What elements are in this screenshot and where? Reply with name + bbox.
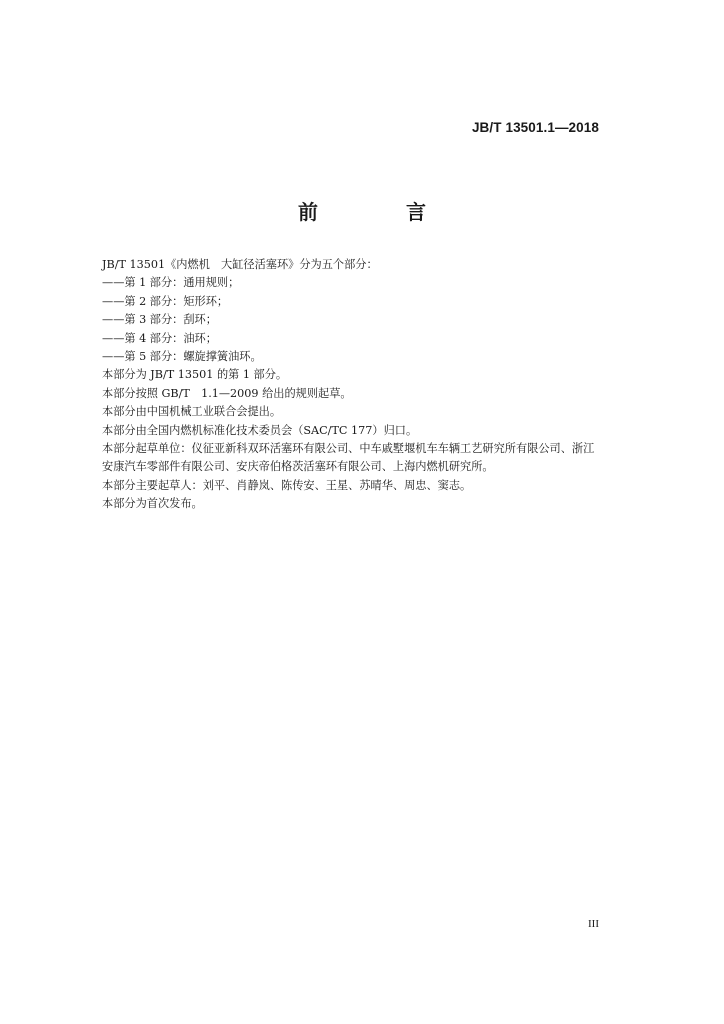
paragraph-part-statement: 本部分为 JB/T 13501 的第 1 部分。 bbox=[102, 368, 288, 382]
paragraph-proposer: 本部分由中国机械工业联合会提出。 bbox=[102, 405, 282, 419]
page-number: III bbox=[588, 918, 599, 930]
paragraph-drafters: 本部分主要起草人：刘平、肖静岚、陈传安、王星、苏晴华、周忠、窦志。 bbox=[102, 478, 472, 492]
part-list-item: ——第 3 部分：刮环； bbox=[102, 313, 217, 327]
paragraph-drafting-units: 本部分起草单位：仪征亚新科双环活塞环有限公司、中车戚墅堰机车车辆工艺研究所有限公司、浙江安康汽车零部件有限公司、安庆帝伯格茨活塞环有限公司、上海内燃机研究所。 bbox=[102, 442, 595, 474]
paragraph-drafting-rules: 本部分按照 GB/T 1.1—2009 给出的规则起草。 bbox=[102, 386, 352, 400]
paragraph-first-release: 本部分为首次发布。 bbox=[102, 497, 203, 511]
standard-number: JB/T 13501.1—2018 bbox=[471, 120, 599, 135]
part-list-item: ——第 5 部分：螺旋撑簧油环。 bbox=[102, 350, 262, 364]
part-list-item: ——第 2 部分：矩形环； bbox=[102, 294, 229, 308]
part-list-item: ——第 1 部分：通用规则； bbox=[102, 276, 240, 290]
paragraph-committee: 本部分由全国内燃机标准化技术委员会（SAC/TC 177）归口。 bbox=[102, 423, 418, 437]
intro-paragraph: JB/T 13501《内燃机 大缸径活塞环》分为五个部分： bbox=[102, 258, 378, 271]
part-list-item: ——第 4 部分：油环； bbox=[102, 331, 217, 345]
foreword-body bbox=[80, 256, 600, 514]
page-title: 前 言 bbox=[298, 200, 460, 224]
